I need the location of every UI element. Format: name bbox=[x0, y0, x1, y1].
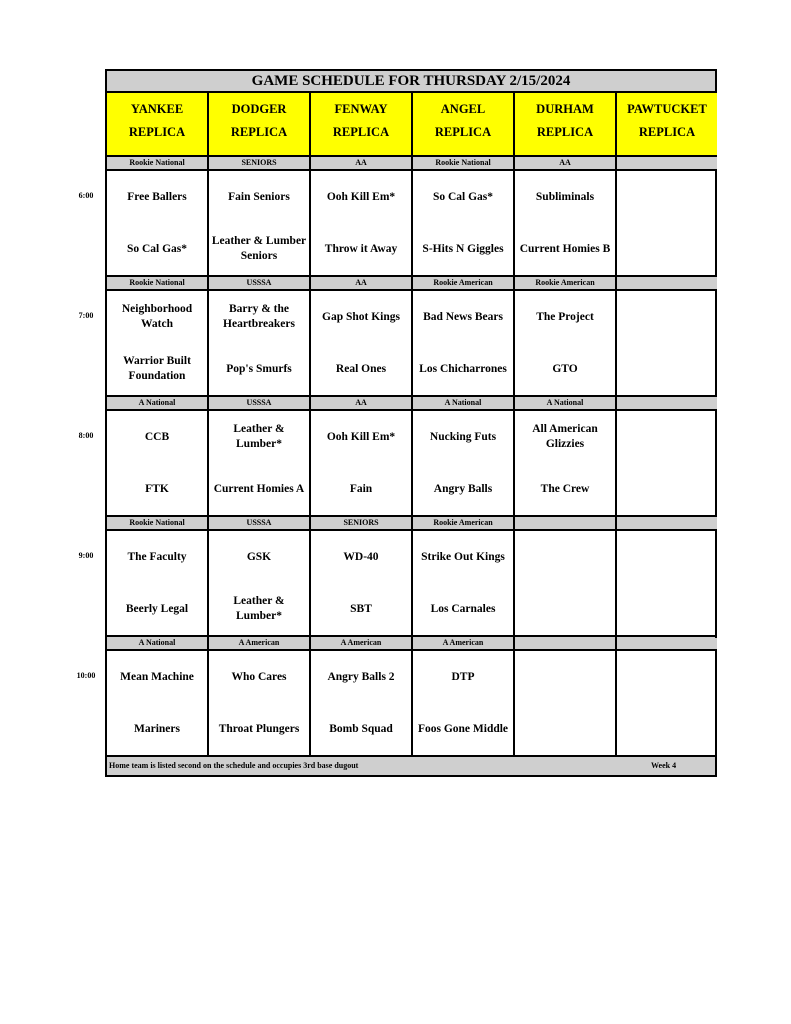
field-name: DURHAM bbox=[536, 102, 594, 116]
home-team: Warrior Built Foundation bbox=[123, 355, 191, 382]
division-label bbox=[617, 637, 717, 649]
division-label: Rookie National bbox=[107, 157, 209, 169]
game-cell bbox=[107, 651, 209, 755]
division-label bbox=[617, 157, 717, 169]
division-label: AA bbox=[311, 277, 413, 289]
schedule-table bbox=[105, 69, 717, 777]
game-cell bbox=[617, 291, 717, 395]
division-label: Rookie National bbox=[107, 517, 209, 529]
away-team: Who Cares bbox=[231, 670, 287, 683]
division-row bbox=[107, 157, 715, 171]
division-label: SENIORS bbox=[209, 157, 311, 169]
division-row bbox=[107, 517, 715, 531]
game-cell bbox=[209, 651, 311, 755]
away-team bbox=[617, 171, 717, 223]
time-label: 9:00 bbox=[78, 551, 94, 560]
home-team: Fain bbox=[349, 482, 373, 495]
schedule-title: GAME SCHEDULE FOR THURSDAY 2/15/2024 bbox=[107, 71, 715, 93]
away-team: Gap Shot Kings bbox=[322, 310, 400, 323]
game-cell bbox=[413, 651, 515, 755]
division-label: A American bbox=[413, 637, 515, 649]
away-team: Subliminals bbox=[535, 190, 595, 203]
field-header-dodger bbox=[209, 93, 311, 155]
week-label: Week 4 bbox=[651, 761, 677, 770]
field-sub: REPLICA bbox=[638, 125, 696, 139]
field-sub: REPLICA bbox=[230, 125, 288, 139]
home-team: Foos Gone Middle bbox=[417, 722, 509, 735]
away-team bbox=[617, 531, 717, 583]
field-name: YANKEE bbox=[130, 102, 184, 116]
game-cell bbox=[617, 651, 717, 755]
field-name: PAWTUCKET bbox=[627, 102, 707, 116]
field-header-yankee bbox=[107, 93, 209, 155]
game-cell bbox=[209, 531, 311, 635]
game-row bbox=[107, 651, 715, 757]
home-team bbox=[617, 463, 717, 515]
game-cell bbox=[413, 171, 515, 275]
home-team: Bomb Squad bbox=[329, 722, 393, 735]
home-team: Throat Plungers bbox=[218, 722, 300, 735]
game-cell bbox=[413, 291, 515, 395]
game-cell bbox=[617, 411, 717, 515]
game-cell bbox=[515, 531, 617, 635]
game-cell bbox=[209, 171, 311, 275]
time-slots bbox=[107, 157, 715, 757]
game-cell bbox=[311, 411, 413, 515]
division-label: A American bbox=[311, 637, 413, 649]
away-team: Bad News Bears bbox=[423, 310, 503, 323]
game-row bbox=[107, 171, 715, 277]
away-team: All American Glizzies bbox=[532, 423, 598, 450]
division-label: Rookie National bbox=[107, 277, 209, 289]
home-team: S-Hits N Giggles bbox=[422, 242, 504, 255]
field-header-row bbox=[107, 93, 715, 157]
division-label: AA bbox=[515, 157, 617, 169]
away-team: So Cal Gas* bbox=[432, 190, 494, 203]
home-team: Leather & Lumber* bbox=[233, 595, 285, 622]
game-cell bbox=[107, 411, 209, 515]
game-cell bbox=[311, 291, 413, 395]
game-cell bbox=[515, 411, 617, 515]
field-name: ANGEL bbox=[440, 102, 486, 116]
field-sub: REPLICA bbox=[128, 125, 186, 139]
game-cell bbox=[515, 291, 617, 395]
away-team bbox=[515, 651, 615, 703]
field-sub: REPLICA bbox=[536, 125, 594, 139]
home-team bbox=[617, 583, 717, 635]
home-team: Los Carnales bbox=[430, 602, 496, 615]
division-row bbox=[107, 277, 715, 291]
away-team: Ooh Kill Em* bbox=[326, 190, 396, 203]
game-row bbox=[107, 411, 715, 517]
division-label: SENIORS bbox=[311, 517, 413, 529]
home-team: Leather & Lumber Seniors bbox=[211, 235, 307, 262]
division-label: A National bbox=[107, 397, 209, 409]
division-label: Rookie National bbox=[413, 157, 515, 169]
home-team: So Cal Gas* bbox=[126, 242, 188, 255]
division-row bbox=[107, 637, 715, 651]
division-label: USSSA bbox=[209, 517, 311, 529]
game-cell bbox=[311, 531, 413, 635]
game-cell bbox=[515, 171, 617, 275]
division-label: Rookie American bbox=[413, 517, 515, 529]
division-label: Rookie American bbox=[515, 277, 617, 289]
division-label bbox=[515, 517, 617, 529]
away-team bbox=[617, 291, 717, 343]
home-team bbox=[515, 703, 615, 755]
home-team: FTK bbox=[145, 482, 169, 495]
field-header-angel bbox=[413, 93, 515, 155]
field-sub: REPLICA bbox=[434, 125, 492, 139]
away-team: GSK bbox=[246, 550, 272, 563]
away-team: DTP bbox=[451, 670, 475, 683]
game-row bbox=[107, 531, 715, 637]
game-cell bbox=[107, 531, 209, 635]
field-sub: REPLICA bbox=[332, 125, 390, 139]
home-team bbox=[515, 583, 615, 635]
border-line bbox=[715, 580, 717, 638]
game-cell bbox=[107, 291, 209, 395]
away-team: Leather & Lumber* bbox=[233, 423, 285, 450]
field-header-durham bbox=[515, 93, 617, 155]
game-cell bbox=[311, 171, 413, 275]
home-team: Mariners bbox=[134, 722, 180, 735]
game-cell bbox=[617, 171, 717, 275]
division-label: A National bbox=[107, 637, 209, 649]
away-team: The Faculty bbox=[127, 550, 187, 563]
time-label: 6:00 bbox=[78, 191, 94, 200]
game-cell bbox=[413, 411, 515, 515]
home-team bbox=[617, 223, 717, 275]
field-header-fenway bbox=[311, 93, 413, 155]
division-label: USSSA bbox=[209, 277, 311, 289]
division-label: A American bbox=[209, 637, 311, 649]
away-team bbox=[617, 411, 717, 463]
division-row bbox=[107, 397, 715, 411]
home-team: Angry Balls bbox=[433, 482, 493, 495]
field-header-pawtucket bbox=[617, 93, 717, 155]
division-label bbox=[617, 397, 717, 409]
game-cell bbox=[209, 411, 311, 515]
game-row bbox=[107, 291, 715, 397]
field-name: FENWAY bbox=[334, 102, 388, 116]
division-label: Rookie American bbox=[413, 277, 515, 289]
time-label: 10:00 bbox=[76, 671, 96, 680]
away-team: Nucking Futs bbox=[429, 430, 497, 443]
away-team: Strike Out Kings bbox=[421, 550, 505, 563]
home-team: Pop's Smurfs bbox=[226, 362, 292, 375]
game-cell bbox=[107, 171, 209, 275]
division-label: USSSA bbox=[209, 397, 311, 409]
division-label: A National bbox=[515, 397, 617, 409]
away-team: Neighborhood Watch bbox=[121, 303, 193, 330]
home-team: Throw it Away bbox=[324, 242, 398, 255]
away-team: Ooh Kill Em* bbox=[326, 430, 396, 443]
away-team: Fain Seniors bbox=[228, 190, 290, 203]
division-label: AA bbox=[311, 397, 413, 409]
game-cell bbox=[209, 291, 311, 395]
home-team: Los Chicharrones bbox=[419, 362, 507, 375]
game-cell bbox=[413, 531, 515, 635]
division-label bbox=[617, 517, 717, 529]
home-team: The Crew bbox=[540, 482, 590, 495]
home-team: GTO bbox=[552, 362, 578, 375]
away-team: CCB bbox=[144, 430, 170, 443]
away-team: The Project bbox=[536, 310, 594, 323]
away-team: Angry Balls 2 bbox=[327, 670, 395, 683]
division-label: AA bbox=[311, 157, 413, 169]
footer-bar bbox=[107, 757, 715, 775]
away-team: Barry & the Heartbreakers bbox=[223, 303, 295, 330]
home-team: Current Homies A bbox=[213, 482, 305, 495]
home-team: Real Ones bbox=[335, 362, 387, 375]
field-name: DODGER bbox=[231, 102, 287, 116]
time-label: 7:00 bbox=[78, 311, 94, 320]
home-team: Beerly Legal bbox=[125, 602, 189, 615]
time-label: 8:00 bbox=[78, 431, 94, 440]
home-team bbox=[617, 343, 717, 395]
division-label bbox=[617, 277, 717, 289]
division-label bbox=[515, 637, 617, 649]
away-team: Mean Machine bbox=[120, 670, 194, 683]
division-label: A National bbox=[413, 397, 515, 409]
game-cell bbox=[515, 651, 617, 755]
home-team: Current Homies B bbox=[519, 242, 611, 255]
away-team: Free Ballers bbox=[127, 190, 187, 203]
home-team: SBT bbox=[350, 602, 372, 615]
away-team bbox=[515, 531, 615, 583]
away-team: WD-40 bbox=[343, 550, 379, 563]
home-team bbox=[617, 703, 717, 755]
home-team-note: Home team is listed second on the schedule and occupies 3rd base dugout bbox=[109, 761, 359, 770]
game-cell bbox=[311, 651, 413, 755]
game-cell bbox=[617, 531, 717, 635]
away-team bbox=[617, 651, 717, 703]
